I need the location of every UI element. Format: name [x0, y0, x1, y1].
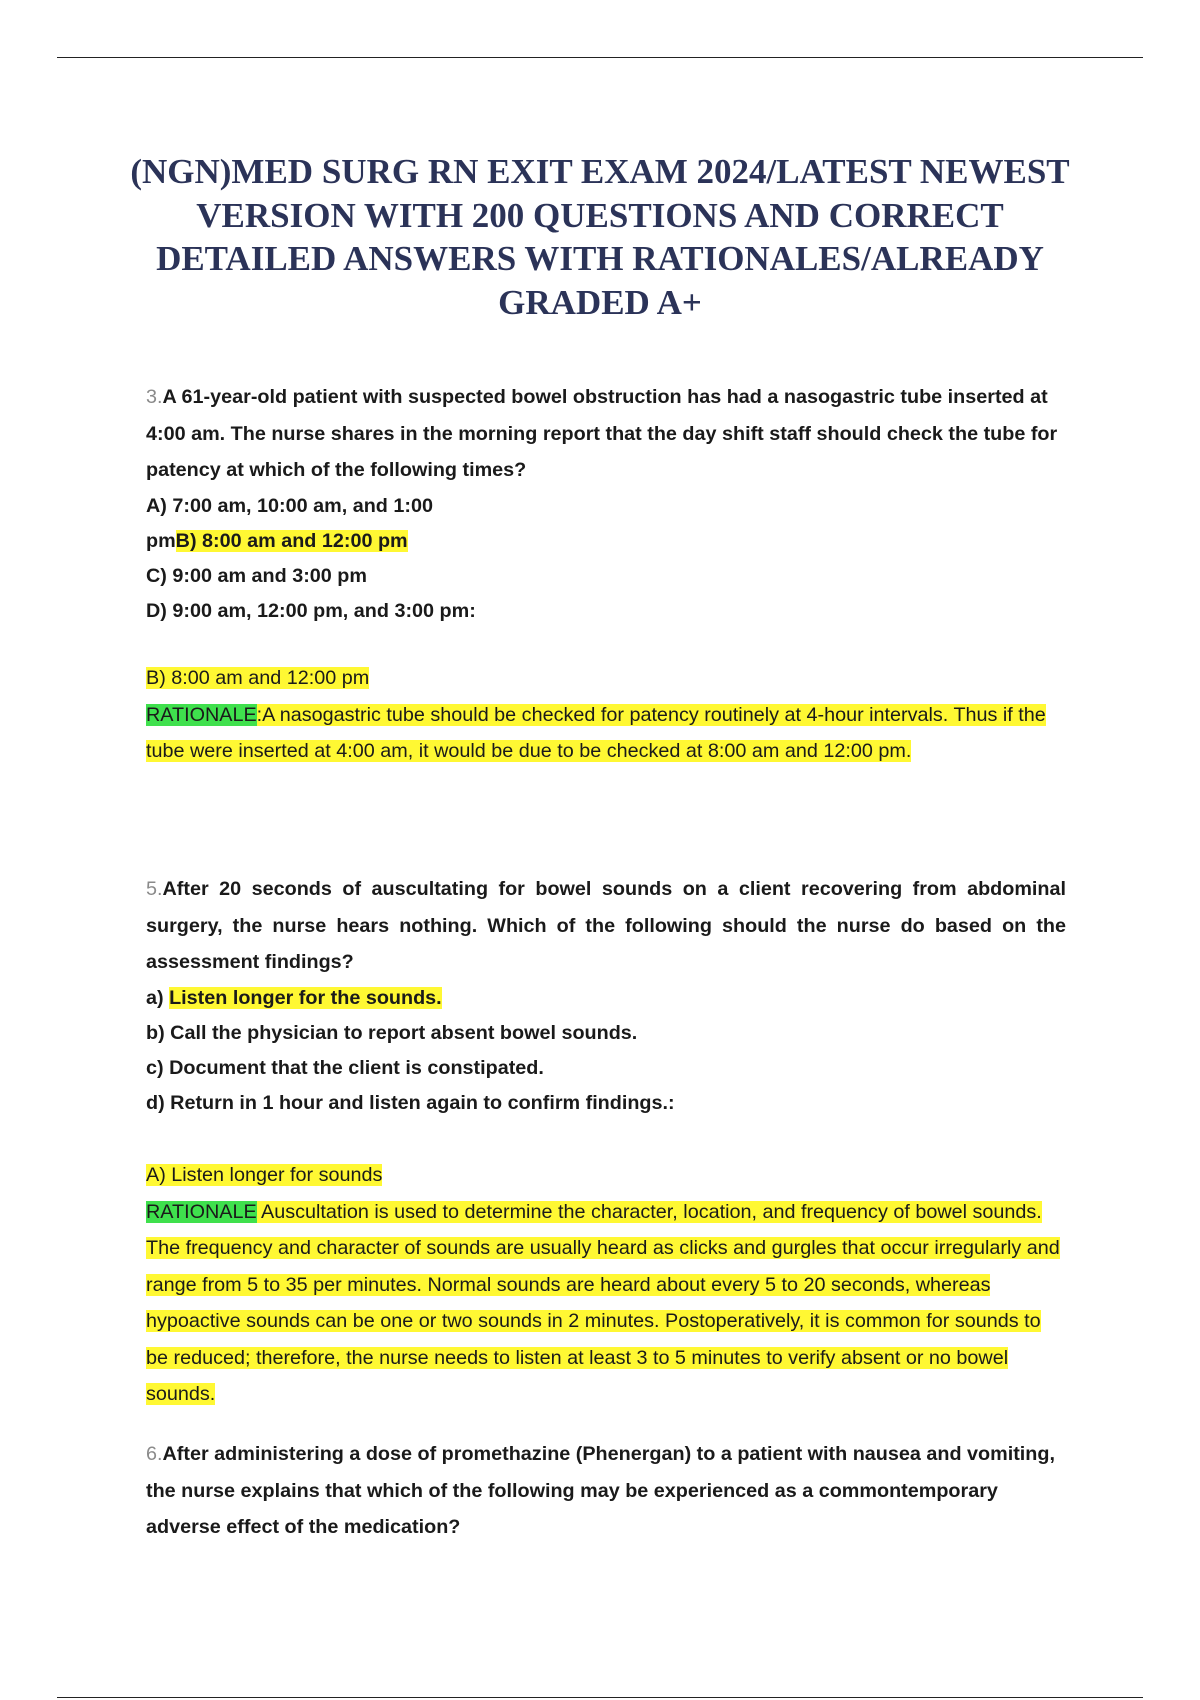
rationale-text: Auscultation is used to determine the character, location, and frequency of bowel sounds. The frequency and character of sounds are usually heard as clicks and gurgles that occur irregularly and range from 5 to 35 per minutes. Normal sounds are heard about every 5 to 20 seconds, whereas hypoactive sounds can be one or two sounds in 2 minutes. Postoperatively, it is common for sounds to be reduced; therefore, the nurse needs to listen at least 3 to 5 minutes to verify absent or no bowel sounds. — [146, 1200, 1060, 1405]
option-a: A) 7:00 am, 10:00 am, and 1:00 — [146, 494, 433, 517]
option-d: d) Return in 1 hour and listen again to confirm findings.: — [146, 1091, 675, 1114]
bottom-divider — [57, 1697, 1143, 1698]
rationale — [146, 1194, 1066, 1413]
answer-block-3 — [146, 660, 1066, 770]
question-number: 6. — [146, 1443, 163, 1465]
option-b: b) Call the physician to report absent bowel sounds. — [146, 1021, 638, 1044]
option-c: C) 9:00 am and 3:00 pm — [146, 564, 367, 587]
question-text: 5.After 20 seconds of auscultating for bowel sounds on a client recovering from abdominal surgery, the nurse hears nothing. Which of the following should the nurse do based on the assessment findings? — [146, 878, 1066, 973]
option-a-continued: pmB) 8:00 am and 12:00 pm — [146, 529, 408, 552]
rationale — [146, 697, 1066, 770]
answer-block-5 — [146, 1157, 1066, 1413]
question-number: 5. — [146, 878, 163, 900]
document-title: (NGN)MED SURG RN EXIT EXAM 2024/LATEST NEWEST VERSION WITH 200 QUESTIONS AND CORRECT DETAILED ANSWERS WITH RATIONALES/ALREADY GRADED A+ — [130, 152, 1070, 322]
question-5 — [146, 871, 1066, 1121]
option-a: a) Listen longer for the sounds. — [146, 986, 442, 1009]
option-a-correct: Listen longer for the sounds. — [169, 986, 442, 1009]
question-text: 6.After administering a dose of promethazine (Phenergan) to a patient with nausea and vomiting, the nurse explains that which of the following may be experienced as a commontemporary adverse effect of the medication? — [146, 1443, 1055, 1538]
answer-line: A) Listen longer for sounds — [146, 1164, 383, 1186]
rationale-label: RATIONALE — [146, 703, 257, 726]
top-divider — [57, 57, 1143, 58]
option-d: D) 9:00 am, 12:00 pm, and 3:00 pm: — [146, 599, 476, 622]
option-c: c) Document that the client is constipated. — [146, 1056, 544, 1079]
question-number: 3. — [146, 386, 163, 408]
question-text: 3.A 61-year-old patient with suspected bowel obstruction has had a nasogastric tube inserted at 4:00 am. The nurse shares in the morning report that the day shift staff should check the tube for patency at which of the following times? — [146, 386, 1058, 481]
question-3 — [146, 379, 1066, 629]
answer-line: B) 8:00 am and 12:00 pm — [146, 667, 370, 689]
rationale-label: RATIONALE — [146, 1200, 257, 1223]
question-6 — [146, 1436, 1066, 1546]
rationale-text: :A nasogastric tube should be checked for patency routinely at 4-hour intervals. Thus if the tube were inserted at 4:00 am, it would be due to be checked at 8:00 am and 12:00 pm. — [146, 703, 1046, 762]
option-b-correct: B) 8:00 am and 12:00 pm — [175, 529, 408, 552]
